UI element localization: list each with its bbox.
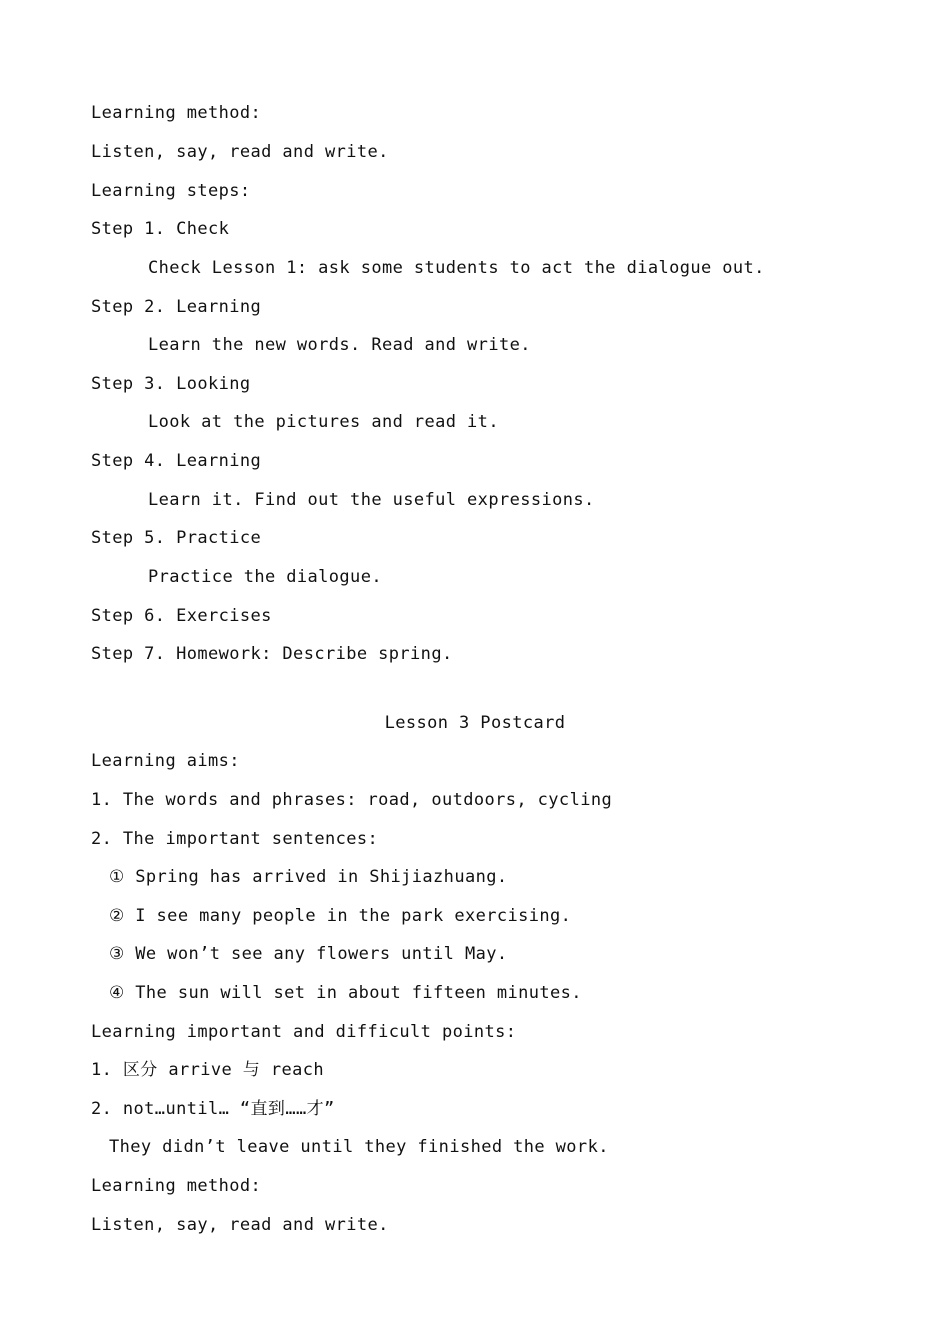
points-heading: Learning important and difficult points: <box>91 1022 517 1042</box>
step-2: Step 2. Learning <box>91 297 262 317</box>
sentence-4: ④ The sun will set in about fifteen minutes. <box>109 983 582 1003</box>
step-4-detail: Learn it. Find out the useful expressions. <box>148 490 595 510</box>
aim-1: 1. The words and phrases: road, outdoors, cycling <box>91 790 613 810</box>
learning-aims-heading: Learning aims: <box>91 751 240 771</box>
step-3: Step 3. Looking <box>91 374 251 394</box>
learning-method-heading: Learning method: <box>91 103 262 123</box>
learning-method-text: Listen, say, read and write. <box>91 142 389 162</box>
learning-steps-heading: Learning steps: <box>91 181 251 201</box>
step-7: Step 7. Homework: Describe spring. <box>91 644 453 664</box>
learning-method-heading-2: Learning method: <box>91 1176 262 1196</box>
point-2: 2. not…until… “直到……才” <box>91 1099 335 1119</box>
aim-2: 2. The important sentences: <box>91 829 379 849</box>
point-1: 1. 区分 arrive 与 reach <box>91 1060 324 1080</box>
step-3-detail: Look at the pictures and read it. <box>148 412 499 432</box>
sentence-2: ② I see many people in the park exercising. <box>109 906 572 926</box>
step-1-detail: Check Lesson 1: ask some students to act the dialogue out. <box>148 258 765 278</box>
step-2-detail: Learn the new words. Read and write. <box>148 335 531 355</box>
step-1: Step 1. Check <box>91 219 230 239</box>
step-6: Step 6. Exercises <box>91 606 272 626</box>
sentence-3: ③ We won’t see any flowers until May. <box>109 944 508 964</box>
point-2-example: They didn’t leave until they finished the work. <box>109 1137 609 1157</box>
step-5: Step 5. Practice <box>91 528 262 548</box>
sentence-1: ① Spring has arrived in Shijiazhuang. <box>109 867 508 887</box>
learning-method-text-2: Listen, say, read and write. <box>91 1215 389 1235</box>
lesson-title: Lesson 3 Postcard <box>384 713 566 733</box>
step-4: Step 4. Learning <box>91 451 262 471</box>
step-5-detail: Practice the dialogue. <box>148 567 382 587</box>
